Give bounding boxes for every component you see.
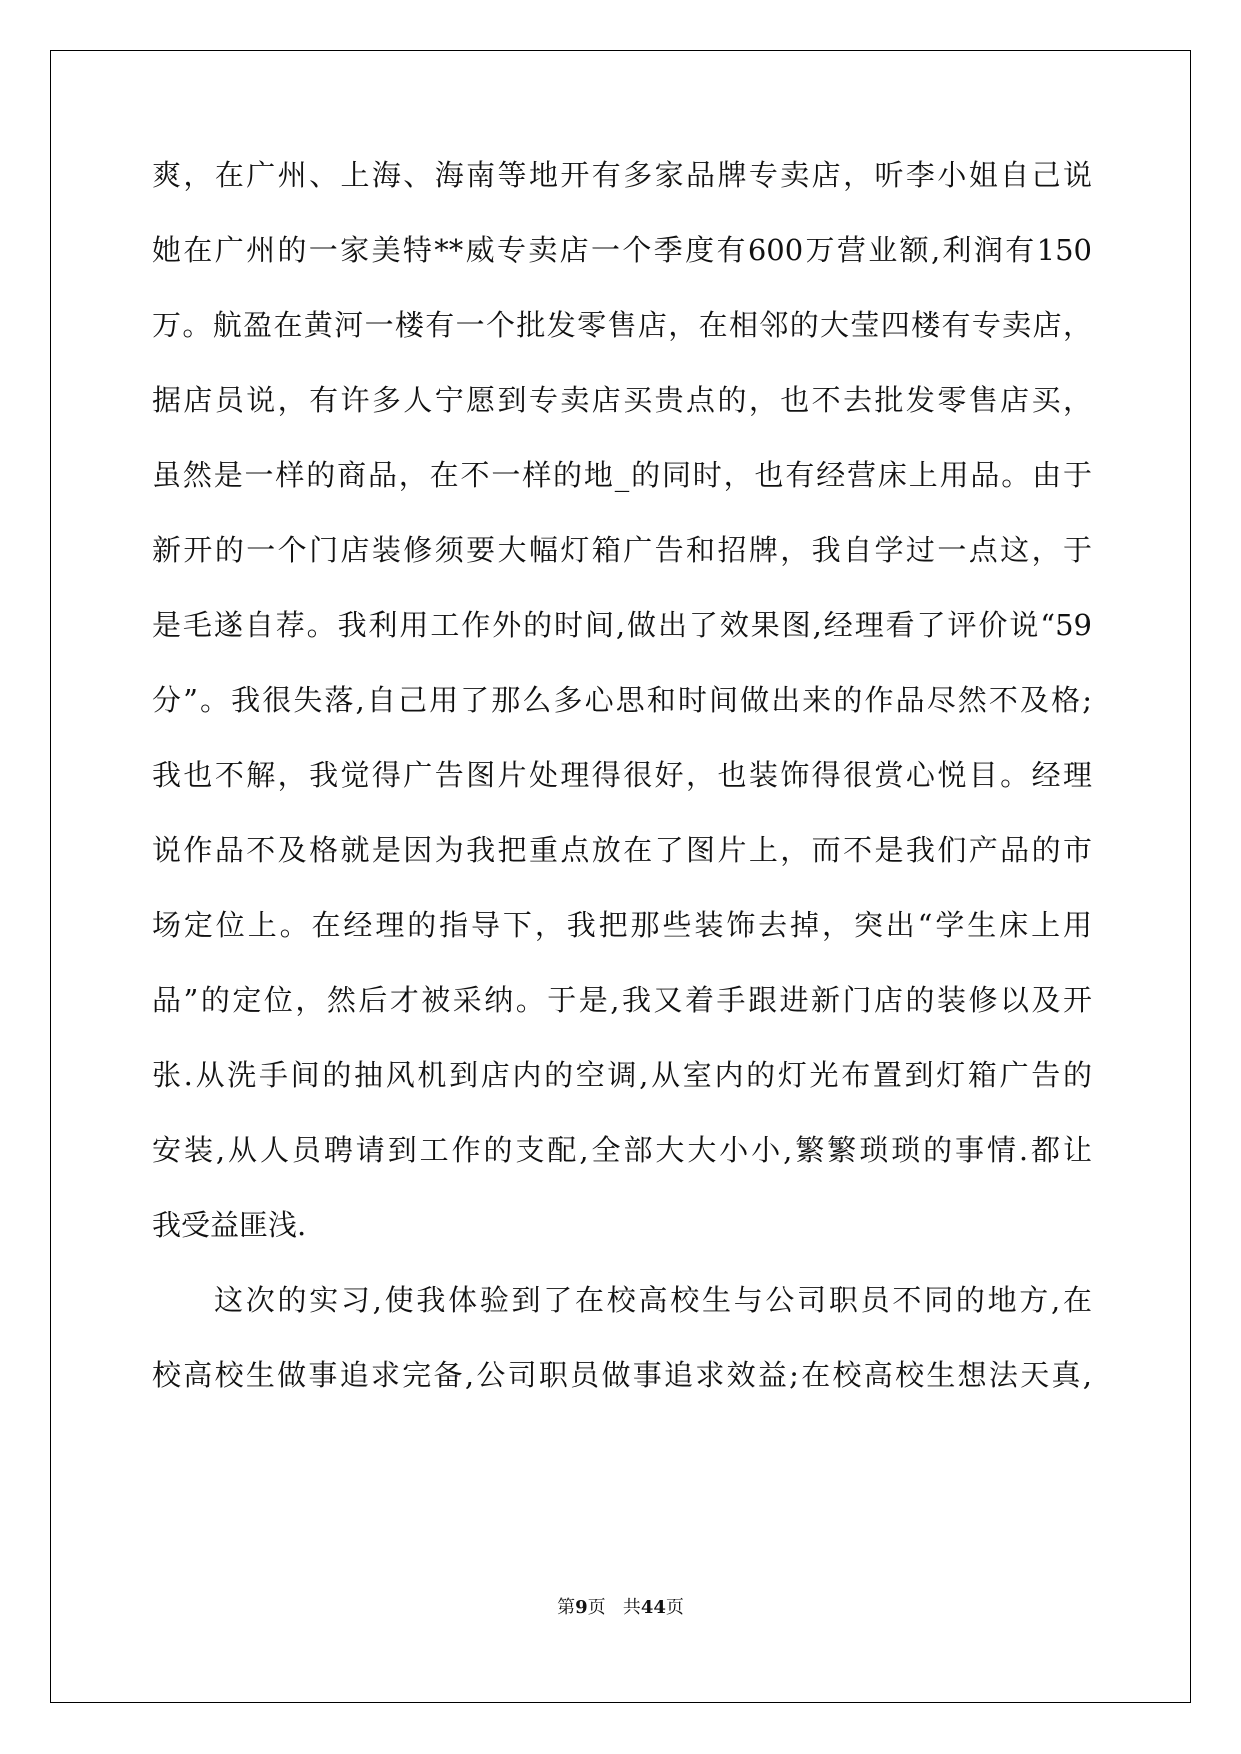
text-line: 她在广州的一家美特**威专卖店一个季度有600万营业额,利润有150 — [152, 233, 1092, 267]
page-footer — [0, 1593, 1241, 1619]
text-line: 我也不解，我觉得广告图片处理得很好，也装饰得很赏心悦目。经理 — [152, 758, 1092, 792]
total-suffix: 页 — [665, 1597, 684, 1618]
text-line: 我受益匪浅. — [152, 1208, 307, 1242]
text-line: 说作品不及格就是因为我把重点放在了图片上，而不是我们产品的市 — [152, 833, 1092, 867]
text-line: 是毛遂自荐。我利用工作外的时间,做出了效果图,经理看了评价说“59 — [152, 608, 1092, 642]
text-line: 场定位上。在经理的指导下，我把那些装饰去掉，突出“学生床上用 — [152, 908, 1092, 942]
text-line: 安装,从人员聘请到工作的支配,全部大大小小,繁繁琐琐的事情.都让 — [152, 1133, 1092, 1167]
text-line: 校高校生做事追求完备,公司职员做事追求效益;在校高校生想法天真, — [152, 1358, 1092, 1392]
text-line: 万。航盈在黄河一楼有一个批发零售店，在相邻的大莹四楼有专卖店， — [152, 308, 1092, 342]
text-line: 据店员说，有许多人宁愿到专卖店买贵点的，也不去批发零售店买， — [152, 383, 1092, 417]
text-line: 爽，在广州、上海、海南等地开有多家品牌专卖店，听李小姐自己说 — [152, 158, 1092, 192]
text-line: 新开的一个门店装修须要大幅灯箱广告和招牌，我自学过一点这，于 — [152, 533, 1092, 567]
page-number: 9 — [575, 1597, 588, 1618]
page-border — [50, 50, 1191, 1703]
text-line: 虽然是一样的商品，在不一样的地_的同时，也有经营床上用品。由于 — [152, 458, 1092, 492]
page-suffix: 页 — [587, 1597, 606, 1618]
text-line: 分”。我很失落,自己用了那么多心思和时间做出来的作品尽然不及格; — [152, 683, 1092, 717]
text-line: 张.从洗手间的抽风机到店内的空调,从室内的灯光布置到灯箱广告的 — [152, 1058, 1092, 1092]
total-pages: 44 — [640, 1597, 666, 1618]
text-line: 品”的定位，然后才被采纳。于是,我又着手跟进新门店的装修以及开 — [152, 983, 1092, 1017]
total-prefix: 共 — [622, 1597, 641, 1618]
text-line: 这次的实习,使我体验到了在校高校生与公司职员不同的地方,在 — [214, 1283, 1092, 1317]
page-prefix: 第 — [557, 1597, 576, 1618]
